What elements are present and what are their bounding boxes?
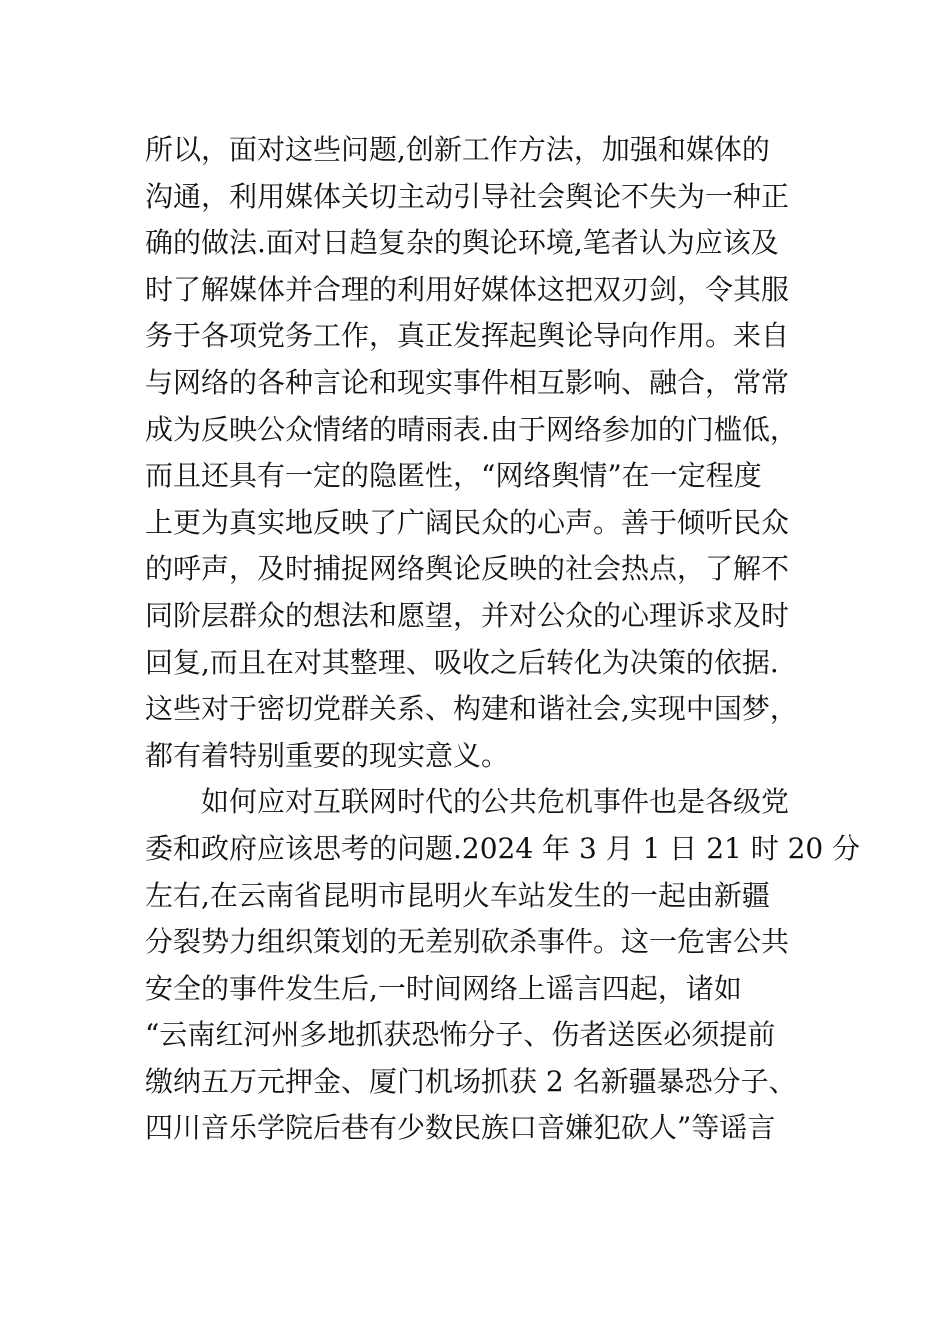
body-text [145,127,861,1152]
text-line: 安全的事件发生后,一时间网络上谣言四起，诸如 [145,971,742,1005]
text-line: 缴纳五万元押金、厦门机场抓获 2 名新疆暴恐分子、 [145,1064,797,1098]
text-line: 所以，面对这些问题,创新工作方法，加强和媒体的 [145,133,770,166]
text-line: 同阶层群众的想法和愿望，并对公众的心理诉求及时 [145,598,790,632]
paragraph-start-line: 如何应对互联网时代的公共危机事件也是各级党 [145,785,790,819]
text-line: 确的做法.面对日趋复杂的舆论环境,笔者认为应该及 [145,226,779,260]
text-line: 上更为真实地反映了广阔民众的心声。善于倾听民众 [145,505,790,539]
text-line: 沟通，利用媒体关切主动引导社会舆论不失为一种正 [145,179,790,213]
text-line: 回复,而且在对其整理、吸收之后转化为决策的依据. [145,645,779,679]
text-line: 务于各项党务工作，真正发挥起舆论导向作用。来自 [145,319,790,353]
text-line: 委和政府应该思考的问题.2024 年 3 月 1 日 21 时 20 分 [145,831,861,865]
text-line: 左右,在云南省昆明市昆明火车站发生的一起由新疆 [145,878,770,912]
text-line: 这些对于密切党群关系、构建和谐社会,实现中国梦， [145,692,798,726]
text-line: 的呼声，及时捕捉网络舆论反映的社会热点，了解不 [145,552,790,586]
text-line: 与网络的各种言论和现实事件相互影响、融合，常常 [145,365,790,399]
text-line: 分裂势力组织策划的无差别砍杀事件。这一危害公共 [145,925,790,959]
text-line: 而且还具有一定的隐匿性，“网络舆情”在一定程度 [145,459,762,493]
text-line: 时了解媒体并合理的利用好媒体这把双刃剑，令其服 [145,272,790,306]
text-line: 成为反映公众情绪的晴雨表.由于网络参加的门槛低， [145,412,798,446]
text-line: 都有着特别重要的现实意义。 [145,738,510,772]
text-line: 四川音乐学院后巷有少数民族口音嫌犯砍人”等谣言 [145,1111,776,1145]
text-line: “云南红河州多地抓获恐怖分子、伤者送医必须提前 [145,1018,776,1052]
